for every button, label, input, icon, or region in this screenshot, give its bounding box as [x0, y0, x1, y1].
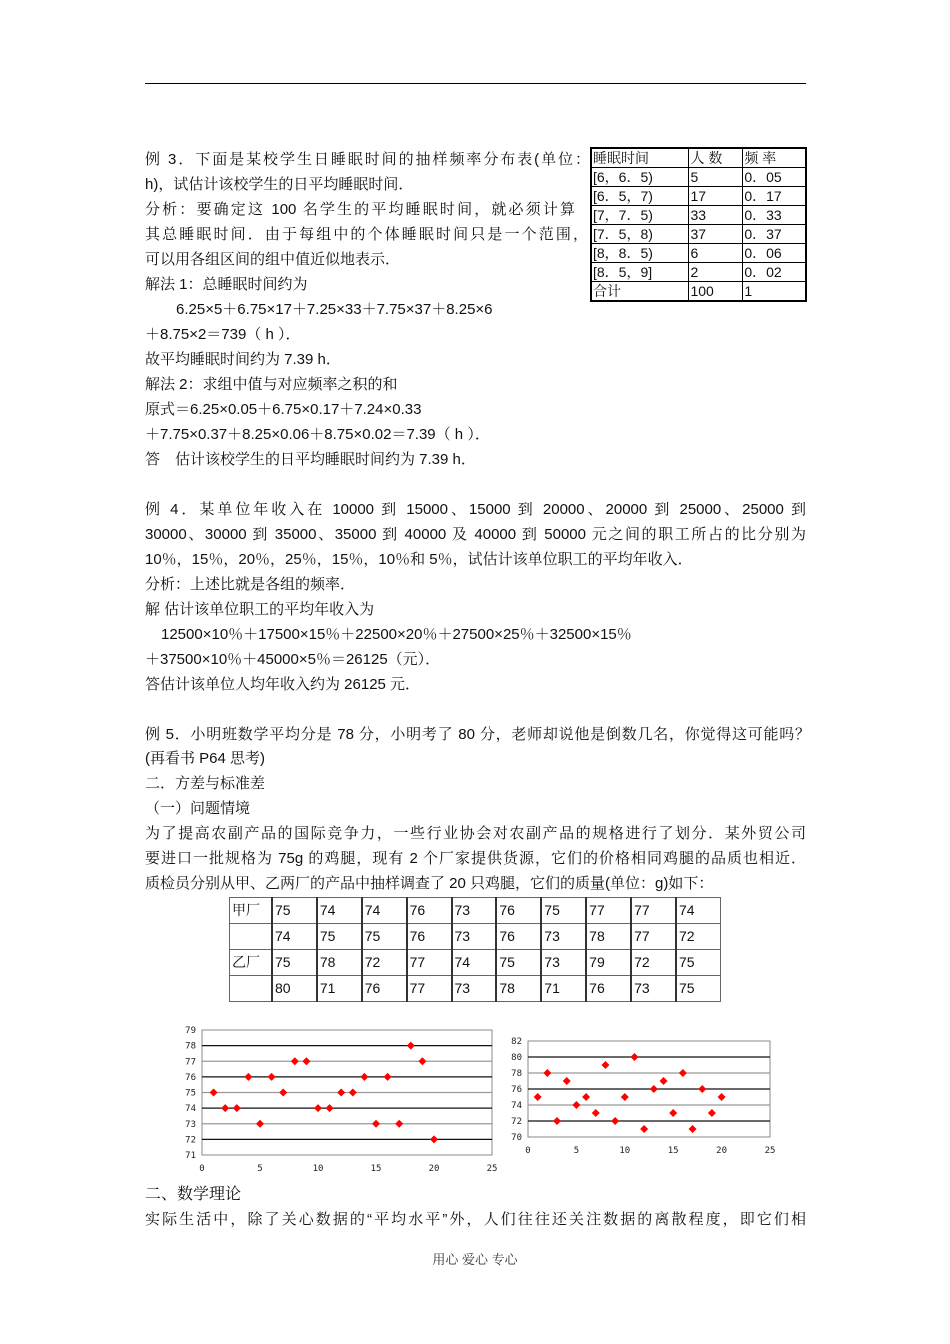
example5-line: 例 5．小明班数学平均分是 78 分，小明考了 80 分，老师却说他是倒数几名，你觉得这可能吗？	[145, 726, 810, 743]
footer-text: 用心 爱心 专心	[432, 1252, 518, 1267]
example4-line: 30000、30000 到 35000、35000 到 40000 及 40000 到 50000 元之间的职工所占的比分别为	[145, 526, 806, 543]
weight-cell: 77	[631, 898, 676, 924]
data-point	[256, 1120, 264, 1128]
y-tick-label: 74	[185, 1104, 196, 1115]
y-tick-label: 72	[185, 1135, 196, 1146]
paragraph-line: 要进口一批规格为 75g 的鸡腿，现有 2 个厂家提供货源，它们的价格相同鸡腿的品质也相近．	[145, 850, 806, 867]
weight-cell: 73	[541, 924, 586, 950]
weight-cell: 74	[317, 898, 362, 924]
x-tick-label: 10	[619, 1146, 631, 1156]
x-tick-label: 0	[525, 1146, 531, 1156]
y-tick-label: 80	[511, 1053, 522, 1063]
example4-answer: 答估计该单位人均年收入约为 26125 元．	[145, 676, 421, 693]
factory-label: 甲厂	[230, 898, 272, 924]
example3-line: 其总睡眠时间．由于每组中的个体睡眠时间只是一个范围，	[145, 226, 588, 243]
example3-line: 故平均睡眠时间约为 7.39 h．	[145, 351, 341, 368]
y-tick-label: 76	[511, 1085, 522, 1095]
weight-cell: 75	[362, 924, 407, 950]
weight-cell: 78	[586, 924, 631, 950]
y-tick-label: 75	[185, 1088, 196, 1099]
weight-cell: 77	[631, 924, 676, 950]
weight-cell: 76	[362, 976, 407, 1002]
data-point	[630, 1053, 638, 1061]
data-point	[268, 1073, 276, 1081]
data-point	[291, 1057, 299, 1065]
weight-cell: 73	[452, 976, 497, 1002]
paragraph-line: 质检员分别从甲、乙两厂的产品中抽样调查了 20 只鸡腿，它们的质量(单位：g)如下：	[145, 875, 714, 892]
header-cell: 频 率	[743, 148, 806, 168]
weight-cell: 78	[317, 950, 362, 976]
example3-formula: ＋8.75×2＝739（ h ）．	[145, 326, 301, 343]
x-tick-label: 5	[257, 1164, 263, 1174]
data-point	[611, 1117, 619, 1125]
weight-cell: 77	[586, 898, 631, 924]
table-cell: 0．37	[743, 225, 806, 244]
weight-cell: 76	[407, 924, 452, 950]
weight-cell: 73	[452, 924, 497, 950]
data-point	[543, 1069, 551, 1077]
table-row	[230, 950, 721, 976]
weight-cell: 74	[272, 924, 317, 950]
table-cell: 100	[689, 282, 743, 302]
table-header-row	[591, 148, 806, 168]
table-row	[230, 976, 721, 1002]
data-point	[407, 1042, 415, 1050]
data-point	[418, 1057, 426, 1065]
weight-cell: 75	[676, 950, 721, 976]
table-row	[591, 206, 806, 225]
theory-heading: 二、数学理论	[145, 1186, 242, 1203]
data-point	[601, 1061, 609, 1069]
table-cell: [8．5，9]	[591, 263, 689, 282]
weight-cell: 77	[407, 976, 452, 1002]
chicken-leg-weights-table	[229, 897, 721, 1002]
example4-line: 分析：上述比就是各组的频率．	[145, 576, 356, 593]
x-tick-label: 15	[667, 1146, 679, 1156]
weight-cell: 75	[272, 950, 317, 976]
x-tick-label: 20	[716, 1146, 728, 1156]
example3-line: 分析：要确定这 100 名学生的平均睡眠时间，就必须计算	[145, 201, 575, 218]
section-heading: 二．方差与标准差	[145, 775, 266, 792]
data-point	[337, 1089, 345, 1097]
data-point	[210, 1089, 218, 1097]
y-tick-label: 82	[511, 1037, 522, 1047]
weight-cell: 72	[362, 950, 407, 976]
weight-cell: 79	[586, 950, 631, 976]
weight-cell: 73	[541, 950, 586, 976]
data-point	[360, 1073, 368, 1081]
data-point	[679, 1069, 687, 1077]
weight-cell: 73	[452, 898, 497, 924]
data-point	[395, 1120, 403, 1128]
x-tick-label: 20	[428, 1164, 440, 1174]
factory-label: 乙厂	[230, 950, 272, 976]
table-row	[591, 168, 806, 187]
weight-cell: 77	[407, 950, 452, 976]
data-point	[718, 1093, 726, 1101]
data-point	[430, 1135, 438, 1143]
y-tick-label: 72	[511, 1117, 522, 1127]
x-tick-label: 15	[370, 1164, 382, 1174]
factory-label	[230, 924, 272, 950]
y-tick-label: 74	[511, 1101, 522, 1111]
data-point	[669, 1109, 677, 1117]
data-point	[553, 1117, 561, 1125]
table-row	[230, 924, 721, 950]
data-point	[372, 1120, 380, 1128]
data-point	[349, 1089, 357, 1097]
data-point	[689, 1125, 697, 1133]
weight-cell: 78	[496, 976, 541, 1002]
theory-line: 实际生活中，除了关心数据的“平均水平”外，人们往往还关注数据的离散程度，即它们相	[145, 1211, 806, 1228]
weight-cell: 75	[541, 898, 586, 924]
header-cell: 睡眠时间	[591, 148, 689, 168]
example3-line: 例 3．下面是某校学生日睡眠时间的抽样频率分布表(单位：	[145, 151, 590, 168]
factory-b-scatter-chart	[500, 1030, 790, 1160]
data-point	[279, 1089, 287, 1097]
x-tick-label: 25	[764, 1146, 776, 1156]
y-tick-label: 73	[185, 1119, 196, 1130]
table-cell: 1	[743, 282, 806, 302]
x-tick-label: 0	[199, 1164, 205, 1174]
table-cell: 0．06	[743, 244, 806, 263]
paragraph-line: 为了提高农副产品的国际竞争力，一些行业协会对农副产品的规格进行了划分．某外贸公司	[145, 825, 806, 842]
subsection-heading: （一）问题情境	[145, 800, 251, 817]
table-row	[591, 225, 806, 244]
table-cell: [7．5，8)	[591, 225, 689, 244]
example3-formula: 6.25×5＋6.75×17＋7.25×33＋7.75×37＋8.25×6	[176, 301, 493, 318]
table-cell: 0．02	[743, 263, 806, 282]
y-tick-label: 71	[185, 1151, 196, 1161]
weight-cell: 74	[452, 950, 497, 976]
table-cell: 0．33	[743, 206, 806, 225]
data-point	[640, 1125, 648, 1133]
table-cell: 0．17	[743, 187, 806, 206]
data-point	[314, 1104, 322, 1112]
data-point	[621, 1093, 629, 1101]
factory-a-scatter-chart	[170, 1020, 505, 1180]
data-point	[572, 1101, 580, 1109]
y-tick-label: 79	[185, 1026, 196, 1036]
example3-line: 解法 2：求组中值与对应频率之积的和	[145, 376, 398, 393]
table-row	[591, 282, 806, 302]
table-cell: 0．05	[743, 168, 806, 187]
weight-cell: 72	[676, 924, 721, 950]
example5-line: (再看书 P64 思考)	[145, 750, 266, 767]
data-point	[708, 1109, 716, 1117]
data-point	[302, 1057, 310, 1065]
weight-cell: 76	[496, 924, 541, 950]
x-tick-label: 5	[573, 1146, 580, 1156]
data-point	[698, 1085, 706, 1093]
weight-cell: 75	[317, 924, 362, 950]
data-point	[326, 1104, 334, 1112]
weight-cell: 74	[362, 898, 407, 924]
y-tick-label: 70	[511, 1133, 522, 1143]
weight-cell: 76	[586, 976, 631, 1002]
x-tick-label: 10	[312, 1164, 324, 1174]
table-cell: [8，8．5)	[591, 244, 689, 263]
table-cell: 5	[689, 168, 743, 187]
table-cell: 37	[689, 225, 743, 244]
header-rule	[145, 83, 806, 84]
table-cell: [6，6．5)	[591, 168, 689, 187]
y-tick-label: 78	[511, 1069, 522, 1079]
table-row	[591, 244, 806, 263]
table-cell: [6．5，7)	[591, 187, 689, 206]
data-point	[563, 1077, 571, 1085]
example4-line: 例 4．某单位年收入在 10000 到 15000、15000 到 20000、20000 到 25000、25000 到	[145, 501, 806, 518]
sleep-frequency-table	[590, 147, 807, 302]
weight-cell: 76	[496, 898, 541, 924]
x-tick-label: 25	[486, 1164, 498, 1174]
weight-cell: 75	[272, 898, 317, 924]
data-point	[244, 1073, 252, 1081]
data-point	[660, 1077, 668, 1085]
table-row	[591, 187, 806, 206]
table-cell: 2	[689, 263, 743, 282]
y-tick-label: 78	[185, 1041, 196, 1052]
data-point	[582, 1093, 590, 1101]
weight-cell: 72	[631, 950, 676, 976]
data-point	[384, 1073, 392, 1081]
data-point	[592, 1109, 600, 1117]
weight-cell: 71	[317, 976, 362, 1002]
table-row	[230, 898, 721, 924]
example4-formula: 12500×10％＋17500×15％＋22500×20％＋27500×25％＋32500×15％	[161, 626, 632, 643]
weight-cell: 80	[272, 976, 317, 1002]
weight-cell: 74	[676, 898, 721, 924]
factory-label	[230, 976, 272, 1002]
table-cell: 6	[689, 244, 743, 263]
weight-cell: 71	[541, 976, 586, 1002]
example4-line: 解 估计该单位职工的平均年收入为	[145, 601, 375, 618]
table-row	[591, 263, 806, 282]
example3-line: 解法 1：总睡眠时间约为	[145, 276, 308, 293]
data-point	[534, 1093, 542, 1101]
data-point	[233, 1104, 241, 1112]
weight-cell: 75	[496, 950, 541, 976]
example4-line: 10％，15％，20％，25％，15％，10％和 5％，试估计该单位职工的平均年收入．	[145, 551, 693, 568]
y-tick-label: 77	[185, 1057, 196, 1068]
example3-line: h)，试估计该校学生的日平均睡眠时间．	[145, 176, 414, 193]
table-cell: 合计	[591, 282, 689, 302]
weight-cell: 73	[631, 976, 676, 1002]
weight-cell: 75	[676, 976, 721, 1002]
example3-line: 可以用各组区间的组中值近似地表示．	[145, 251, 401, 268]
table-cell: [7，7．5)	[591, 206, 689, 225]
table-cell: 17	[689, 187, 743, 206]
y-tick-label: 76	[185, 1072, 196, 1083]
example4-formula: ＋37500×10％＋45000×5％＝26125（元）．	[145, 651, 441, 668]
table-cell: 33	[689, 206, 743, 225]
header-cell: 人 数	[689, 148, 743, 168]
example3-answer: 答 估计该校学生的日平均睡眠时间约为 7.39 h．	[145, 451, 476, 468]
example3-formula: 原式＝6.25×0.05＋6.75×0.17＋7.24×0.33	[145, 401, 422, 418]
example3-formula: ＋7.75×0.37＋8.25×0.06＋8.75×0.02＝7.39（ h ）．	[145, 426, 490, 443]
data-point	[650, 1085, 658, 1093]
data-point	[221, 1104, 229, 1112]
weight-cell: 76	[407, 898, 452, 924]
